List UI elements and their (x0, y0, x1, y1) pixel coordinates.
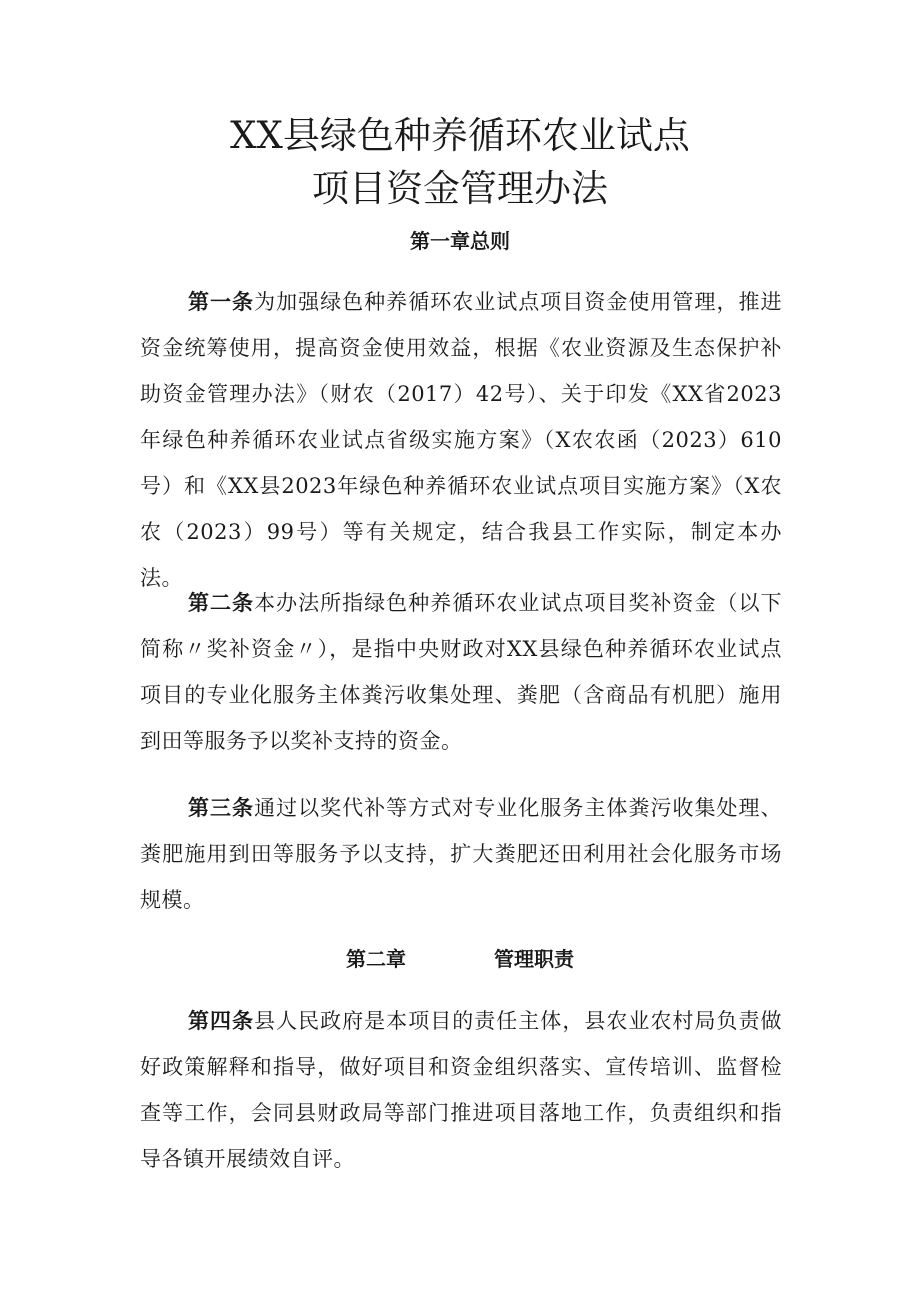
article-4-body: 县人民政府是本项目的责任主体，县农业农村局负责做好政策解释和指导，做好项目和资金组织落实、宣传培训、监督检查等工作，会同县财政局等部门推进项目落地工作，负责组织和指导各镇开展绩效自评。 (140, 1009, 783, 1171)
article-1 (140, 279, 782, 601)
article-3 (140, 785, 782, 923)
article-4 (140, 998, 782, 1182)
article-3-body: 通过以奖代补等方式对专业化服务主体粪污收集处理、粪肥施用到田等服务予以支持，扩大粪肥还田利用社会化服务市场规模。 (140, 796, 783, 912)
article-2-lead: 第二条 (188, 591, 255, 615)
article-1-body: 为加强绿色种养循环农业试点项目资金使用管理，推进资金统筹使用，提高资金使用效益，根据《农业资源及生态保护补助资金管理办法》（财农（2017）42号）、关于印发《XX省2023年绿色种养循环农业试点省级实施方案》（X农农函（2023）610号）和《XX县2023年绿色种养循环农业试点项目实施方案》（X农农（2023）99号）等有关规定，结合我县工作实际，制定本办法。 (140, 290, 783, 590)
chapter-1-heading: 第一章总则 (410, 229, 510, 253)
document-title-line2: 项目资金管理办法 (312, 167, 608, 210)
article-1-lead: 第一条 (188, 290, 255, 314)
document-title-line1: XX县绿色种养循环农业试点 (230, 114, 690, 157)
chapter-2-number: 第二章 (346, 947, 406, 971)
article-2 (140, 580, 782, 764)
article-2-body: 本办法所指绿色种养循环农业试点项目奖补资金（以下简称〃奖补资金〃），是指中央财政对XX县绿色种养循环农业试点项目的专业化服务主体粪污收集处理、粪肥（含商品有机肥）施用到田等服务予以奖补支持的资金。 (140, 591, 783, 753)
article-4-lead: 第四条 (188, 1009, 255, 1033)
chapter-2-heading (0, 944, 920, 974)
article-3-lead: 第三条 (188, 796, 255, 820)
chapter-2-name: 管理职责 (494, 947, 574, 971)
